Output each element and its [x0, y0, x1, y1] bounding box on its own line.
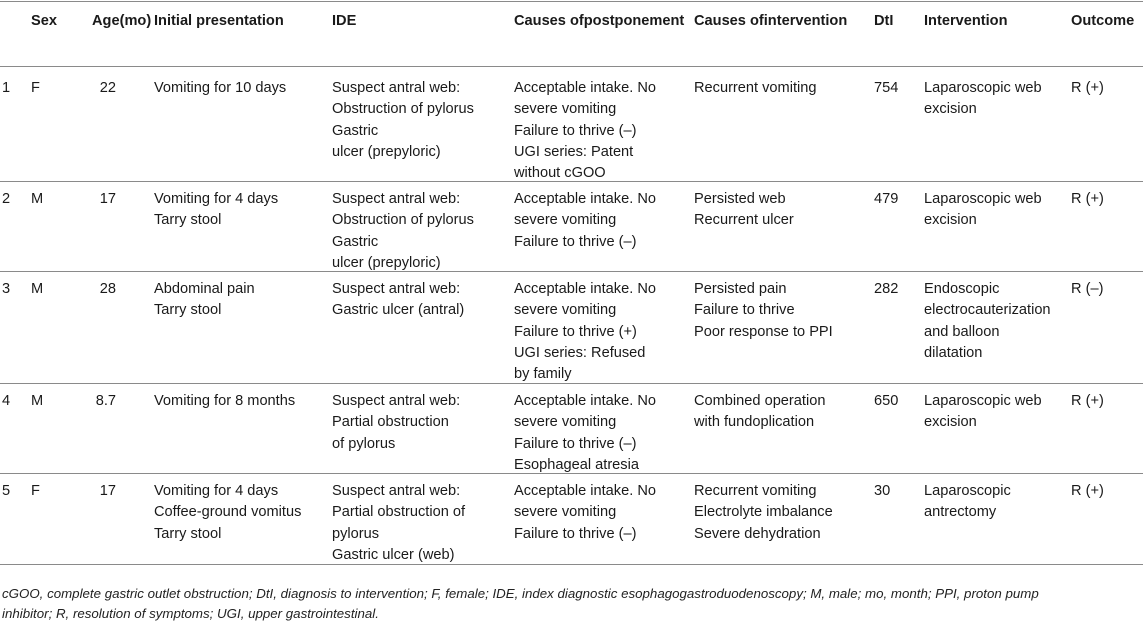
cell-text: Gastric: [332, 122, 379, 139]
cell-text: Tarry stool: [154, 525, 222, 542]
cell-text: Failure to thrive: [694, 302, 795, 319]
cell-text: Acceptable intake. No: [514, 393, 656, 409]
cell-dti: [874, 481, 890, 502]
cell-age: [0, 78, 116, 99]
cell-initial: [154, 391, 295, 412]
cell-text: UGI series: Patent: [514, 143, 634, 160]
cell-text: Suspect antral web:: [332, 80, 461, 96]
cell-dti: [874, 391, 898, 412]
cell-text: M: [31, 281, 44, 297]
cell-text: Laparoscopic web: [924, 393, 1042, 409]
cell-text: Tarry stool: [154, 212, 222, 229]
cell-text: Tarry stool: [154, 302, 222, 319]
header-causes-int: [694, 11, 847, 32]
cell-text: Obstruction of pylorus: [332, 101, 474, 118]
cell-text: of pylorus: [332, 435, 396, 452]
cell-intervention: [924, 189, 1042, 232]
cell-text: 4: [2, 393, 11, 409]
cell-intervention: [924, 279, 1051, 364]
cell-text: 479: [874, 191, 899, 207]
cell-text: 28: [99, 281, 116, 297]
cell-text: Laparoscopic: [924, 483, 1011, 499]
cell-text: Persisted pain: [694, 281, 787, 297]
cell-intervention: [924, 78, 1042, 121]
cell-text: Electrolyte imbalance: [694, 504, 833, 521]
cell-text: UGI series: Refused: [514, 344, 646, 361]
header-text: IDE: [332, 13, 357, 29]
cell-text: Failure to thrive (–): [514, 435, 637, 452]
header-outcome: [1071, 11, 1134, 32]
cell-causes-int: [694, 391, 825, 434]
cell-age: [0, 189, 116, 210]
header-text: Sex: [31, 13, 57, 29]
cell-outcome: [1071, 279, 1103, 300]
cell-causes-int: [694, 78, 816, 99]
cell-text: severe vomiting: [514, 504, 617, 521]
header-text: DtI: [874, 13, 894, 29]
cell-ide: [332, 481, 465, 566]
table-rule: [0, 66, 1143, 67]
cell-ide: [332, 78, 474, 163]
cell-text: Suspect antral web:: [332, 281, 461, 297]
header-text: Intervention: [924, 13, 1008, 29]
header-text: postponement: [583, 13, 685, 29]
cell-initial: [154, 279, 255, 322]
cell-text: 5: [2, 483, 11, 499]
cell-text: Vomiting for 8 months: [154, 393, 296, 409]
header-text: Causes of: [694, 13, 764, 29]
cell-text: ulcer (prepyloric): [332, 143, 441, 160]
cell-text: 8.7: [95, 393, 116, 409]
cell-text: severe vomiting: [514, 414, 617, 431]
cell-outcome: [1071, 391, 1104, 412]
cell-text: Suspect antral web:: [332, 393, 461, 409]
cell-text: Acceptable intake. No: [514, 281, 656, 297]
cell-text: Suspect antral web:: [332, 191, 461, 207]
cell-text: Failure to thrive (–): [514, 525, 637, 542]
cell-text: Acceptable intake. No: [514, 191, 656, 207]
cell-text: Vomiting for 4 days: [154, 483, 279, 499]
cell-text: with fundoplication: [694, 414, 815, 431]
cell-text: Endoscopic: [924, 281, 1000, 297]
cell-text: 754: [874, 80, 899, 96]
cell-text: antrectomy: [924, 504, 997, 521]
cell-text: 282: [874, 281, 899, 297]
header-text: Outcome: [1071, 13, 1135, 29]
cell-text: Laparoscopic web: [924, 191, 1042, 207]
cell-postpone: [514, 78, 656, 184]
cell-text: excision: [924, 414, 977, 431]
header-text: intervention: [763, 13, 848, 29]
footnote-line: inhibitor; R, resolution of symptoms; UGI, upper gastrointestinal.: [2, 606, 379, 621]
cell-text: excision: [924, 101, 977, 118]
cell-text: Acceptable intake. No: [514, 483, 656, 499]
cell-text: Gastric ulcer (web): [332, 546, 455, 563]
cell-text: R (+): [1071, 483, 1104, 499]
cell-text: R (–): [1071, 281, 1104, 297]
table-rule: [0, 564, 1143, 565]
cell-outcome: [1071, 78, 1104, 99]
header-postpone: [514, 11, 684, 32]
cell-text: electrocauterization: [924, 302, 1051, 319]
cell-text: 22: [99, 80, 116, 96]
cell-text: Recurrent vomiting: [694, 483, 817, 499]
cell-outcome: [1071, 189, 1104, 210]
table-rule: [0, 1, 1143, 2]
cell-age: [0, 279, 116, 300]
cell-causes-int: [694, 481, 833, 545]
cell-text: R (+): [1071, 393, 1104, 409]
header-ide: [332, 11, 356, 32]
cell-text: excision: [924, 212, 977, 229]
cell-text: 30: [874, 483, 891, 499]
cell-text: Abdominal pain: [154, 281, 255, 297]
cell-text: severe vomiting: [514, 302, 617, 319]
cell-postpone: [514, 481, 656, 545]
cell-text: F: [31, 483, 40, 499]
cell-ide: [332, 391, 460, 455]
cell-text: Recurrent vomiting: [694, 80, 817, 96]
cell-ide: [332, 189, 474, 274]
cell-text: Vomiting for 4 days: [154, 191, 279, 207]
cell-outcome: [1071, 481, 1104, 502]
cell-text: and balloon: [924, 323, 1000, 340]
cell-text: 17: [99, 483, 116, 499]
cell-text: Combined operation: [694, 393, 826, 409]
cell-text: M: [31, 191, 44, 207]
cell-text: Failure to thrive (–): [514, 233, 637, 250]
cell-text: severe vomiting: [514, 212, 617, 229]
cell-dti: [874, 78, 898, 99]
header-dti: [874, 11, 893, 32]
cell-text: 650: [874, 393, 899, 409]
cell-text: Obstruction of pylorus: [332, 212, 474, 229]
table-rule: [0, 271, 1143, 272]
cell-text: 1: [2, 80, 11, 96]
header-text: Age: [92, 13, 120, 29]
cell-intervention: [924, 481, 1011, 524]
cell-text: Laparoscopic web: [924, 80, 1042, 96]
cell-causes-int: [694, 189, 794, 232]
cell-text: Gastric ulcer (antral): [332, 302, 465, 319]
cell-text: 2: [2, 191, 11, 207]
cell-text: Gastric: [332, 233, 379, 250]
header-text: (mo): [119, 13, 152, 29]
cell-text: pylorus: [332, 525, 380, 542]
cell-intervention: [924, 391, 1042, 434]
cell-text: by family: [514, 366, 572, 383]
header-text: Initial presentation: [154, 13, 284, 29]
cell-text: Partial obstruction of: [332, 504, 466, 521]
cell-age: [0, 481, 116, 502]
cell-text: Acceptable intake. No: [514, 80, 656, 96]
cell-text: Persisted web: [694, 191, 786, 207]
cell-text: dilatation: [924, 344, 983, 361]
cell-initial: [154, 481, 301, 545]
header-sex: [31, 11, 57, 32]
cell-dti: [874, 279, 898, 300]
cell-causes-int: [694, 279, 833, 343]
cell-postpone: [514, 279, 656, 385]
cell-initial: [154, 78, 286, 99]
cell-text: Partial obstruction: [332, 414, 449, 431]
cell-text: Severe dehydration: [694, 525, 821, 542]
table-footnote: [2, 584, 1140, 624]
cell-text: Esophageal atresia: [514, 456, 639, 473]
cell-text: F: [31, 80, 40, 96]
cell-text: Poor response to PPI: [694, 323, 833, 340]
header-age: [92, 11, 151, 32]
header-intervention: [924, 11, 1008, 32]
cell-text: Failure to thrive (–): [514, 122, 637, 139]
cell-text: without cGOO: [514, 165, 606, 182]
cell-dti: [874, 189, 898, 210]
cell-ide: [332, 279, 464, 322]
cell-text: 3: [2, 281, 11, 297]
cell-postpone: [514, 391, 656, 476]
cell-text: R (+): [1071, 191, 1104, 207]
cell-text: Coffee-ground vomitus: [154, 504, 302, 521]
header-initial: [154, 11, 284, 32]
footnote-line: cGOO, complete gastric outlet obstruction; DtI, diagnosis to intervention; F, female; IDE, index diagnostic esophagogastroduodenoscopy; M, male; mo, month; PPI, proton pump: [2, 586, 1039, 601]
cell-age: [0, 391, 116, 412]
cell-text: Vomiting for 10 days: [154, 80, 287, 96]
cell-text: Suspect antral web:: [332, 483, 461, 499]
cell-text: 17: [99, 191, 116, 207]
cell-text: Failure to thrive (+): [514, 323, 637, 340]
header-text: Causes of: [514, 13, 584, 29]
cell-text: M: [31, 393, 44, 409]
cell-text: ulcer (prepyloric): [332, 254, 441, 271]
cell-text: severe vomiting: [514, 101, 617, 118]
cell-text: Recurrent ulcer: [694, 212, 794, 229]
cell-text: R (+): [1071, 80, 1104, 96]
cell-postpone: [514, 189, 656, 253]
cell-initial: [154, 189, 278, 232]
